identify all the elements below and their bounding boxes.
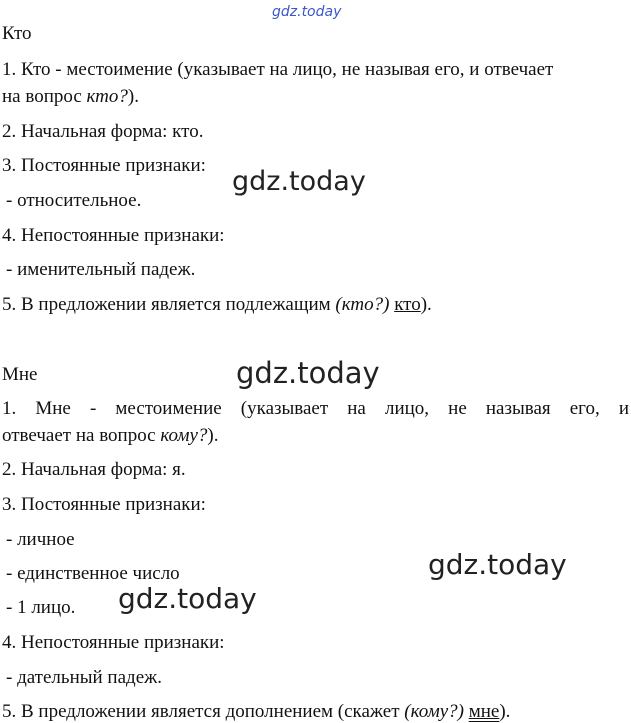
text: 5. В предложении является подлежащим (2, 294, 336, 315)
question: кому? (160, 425, 208, 446)
text: ). (420, 294, 432, 315)
text: ). (127, 86, 139, 107)
text: на вопрос (2, 86, 87, 107)
question: (кому?) (404, 701, 464, 722)
underlined-word: мне (468, 701, 500, 722)
question: (кто?) (335, 294, 390, 315)
kto-item-4: 4. Непостоянные признаки: (2, 225, 225, 246)
mne-item-3-sub: - личное (6, 529, 75, 550)
mne-item-1: 1. Мне - местоимение (указывает на лицо, не называя его, и (2, 398, 629, 419)
watermark: gdz.today (428, 548, 567, 581)
mne-item-2: 2. Начальная форма: я. (2, 459, 186, 480)
kto-item-4-sub: - именительный падеж. (6, 259, 196, 280)
mne-item-3-sub: - единственное число (6, 563, 180, 584)
mne-item-4-sub: - дательный падеж. (6, 667, 162, 688)
question: кто? (86, 86, 128, 107)
watermark: gdz.today (118, 582, 257, 615)
text: 5. В предложении является дополнением (скажет (2, 701, 405, 722)
section-title-kto: Кто (2, 23, 32, 44)
kto-item-2: 2. Начальная форма: кто. (2, 121, 204, 142)
text: отвечает на вопрос (2, 425, 161, 446)
section-title-mne: Мне (2, 364, 38, 385)
mne-item-3-sub: - 1 лицо. (6, 597, 76, 618)
watermark: gdz.today (236, 356, 380, 390)
text: ). (207, 425, 219, 446)
mne-item-1-cont (2, 425, 218, 447)
kto-item-3-sub: - относительное. (6, 190, 142, 211)
kto-item-3: 3. Постоянные признаки: (2, 155, 206, 176)
watermark: gdz.today (272, 4, 342, 20)
mne-item-5 (2, 701, 510, 723)
underlined-word: кто (394, 294, 421, 315)
text: ). (499, 701, 511, 722)
kto-item-5 (2, 294, 432, 316)
kto-item-1: 1. Кто - местоимение (указывает на лицо, не называя его, и отвечает (2, 59, 554, 80)
watermark: gdz.today (232, 166, 366, 197)
mne-item-4: 4. Непостоянные признаки: (2, 632, 225, 653)
kto-item-1-cont (2, 86, 139, 108)
mne-item-3: 3. Постоянные признаки: (2, 494, 206, 515)
